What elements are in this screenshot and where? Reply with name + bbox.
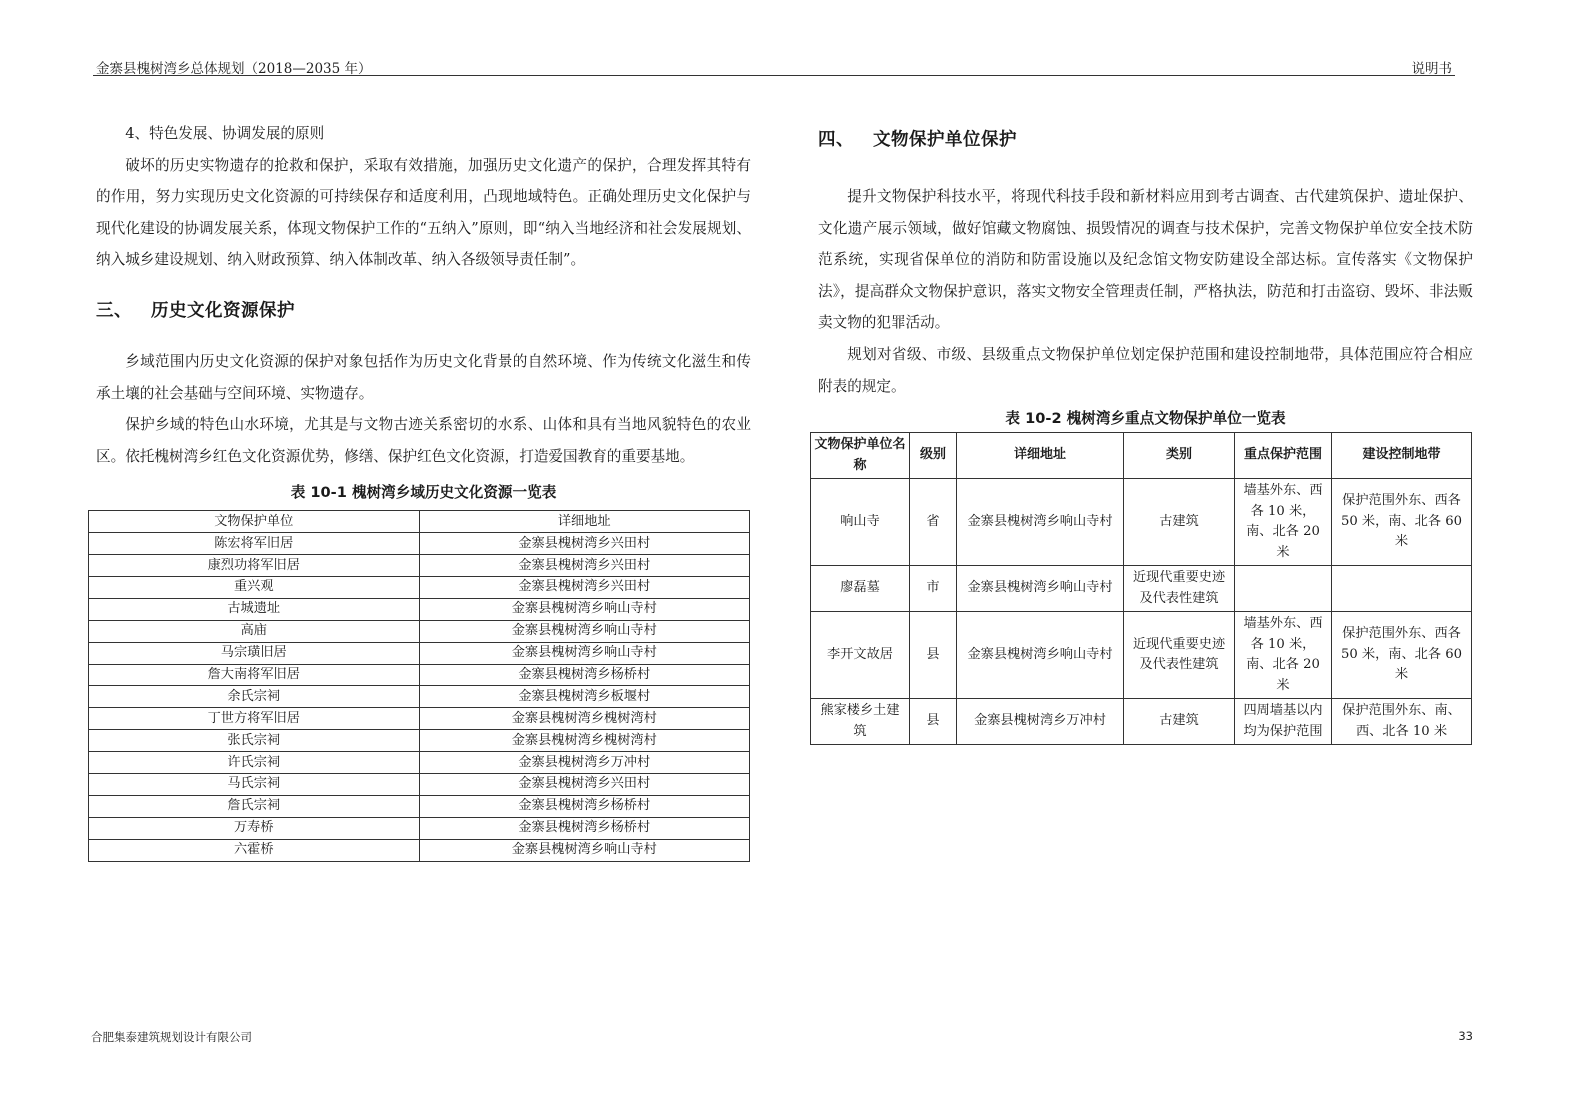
- address-cell: 金寨县槐树湾乡兴田村: [419, 555, 750, 577]
- heritage-resources-table: [88, 510, 750, 861]
- table-row: [89, 555, 750, 577]
- table-row: [89, 620, 750, 642]
- table-row: [89, 533, 750, 555]
- heritage-name-cell: 重兴观: [89, 577, 420, 599]
- section-4-title: 文物保护单位保护: [873, 130, 1017, 150]
- column-header: 文物保护单位名称: [811, 433, 910, 479]
- level-cell: 县: [910, 612, 957, 699]
- table-1-caption: 表 10-1 槐树湾乡域历史文化资源一览表: [290, 484, 557, 502]
- unit-name-cell: 廖磊墓: [811, 566, 910, 612]
- right-column: [814, 120, 1473, 745]
- table-row: [89, 577, 750, 599]
- address-cell: 金寨县槐树湾乡槐树湾村: [419, 730, 750, 752]
- document-type: 说明书: [1411, 61, 1452, 77]
- address-cell: 金寨县槐树湾乡响山寺村: [419, 642, 750, 664]
- level-cell: 县: [910, 699, 957, 745]
- address-cell: 金寨县槐树湾乡响山寺村: [957, 479, 1124, 566]
- table-row: [89, 642, 750, 664]
- address-cell: 金寨县槐树湾乡万冲村: [419, 752, 750, 774]
- unit-name-cell: 李开文故居: [811, 612, 910, 699]
- heritage-name-cell: 高庙: [89, 620, 420, 642]
- table-row: [89, 686, 750, 708]
- section-4-heading: [818, 126, 1473, 151]
- address-cell: 金寨县槐树湾乡杨桥村: [419, 795, 750, 817]
- protection-range-cell: 墙基外东、西各 10 米，南、北各 20 米: [1235, 612, 1332, 699]
- address-cell: 金寨县槐树湾乡杨桥村: [419, 664, 750, 686]
- section-3-paragraph: 乡域范围内历史文化资源的保护对象包括作为历史文化背景的自然环境、作为传统文化滋生和传承土壤的社会基础与空间环境、实物遗存。: [96, 352, 751, 402]
- footer-company: 合肥集泰建筑规划设计有限公司: [91, 1030, 252, 1044]
- category-cell: 古建筑: [1124, 699, 1235, 745]
- key-heritage-units-table: [810, 432, 1472, 745]
- heritage-name-cell: 詹大南将军旧居: [89, 664, 420, 686]
- address-cell: 金寨县槐树湾乡响山寺村: [419, 598, 750, 620]
- control-zone-cell: 保护范围外东、西各 50 米，南、北各 60 米: [1332, 479, 1472, 566]
- principle-text: 破坏的历史实物遗存的抢救和保护，采取有效措施，加强历史文化遗产的保护，合理发挥其特有的作用，努力实现历史文化资源的可持续保存和适度利用，凸现地域特色。正确处理历史文化保护与现代化建设的协调发展关系，体现文物保护工作的“五纳入”原则，即“纳入当地经济和社会发展规划、纳入城乡建设规划、纳入财政预算、纳入体制改革、纳入各级领导责任制”。: [96, 156, 751, 269]
- table-row: [89, 817, 750, 839]
- table-row: [89, 598, 750, 620]
- table-row: [811, 699, 1472, 745]
- level-cell: 市: [910, 566, 957, 612]
- document-title: 金寨县槐树湾乡总体规划（2018—2035 年）: [96, 61, 372, 77]
- address-cell: 金寨县槐树湾乡响山寺村: [957, 566, 1124, 612]
- control-zone-cell: 保护范围外东、南、西、北各 10 米: [1332, 699, 1472, 745]
- section-3-heading: [96, 297, 751, 322]
- heritage-name-cell: 马氏宗祠: [89, 774, 420, 796]
- heritage-name-cell: 六霍桥: [89, 839, 420, 861]
- address-cell: 金寨县槐树湾乡响山寺村: [957, 612, 1124, 699]
- table-row: [811, 479, 1472, 566]
- address-cell: 金寨县槐树湾乡兴田村: [419, 533, 750, 555]
- protection-range-cell: 四周墙基以内均为保护范围: [1235, 699, 1332, 745]
- left-column: [96, 120, 751, 862]
- table-row: [89, 664, 750, 686]
- address-cell: 金寨县槐树湾乡响山寺村: [419, 620, 750, 642]
- category-cell: 古建筑: [1124, 479, 1235, 566]
- category-cell: 近现代重要史迹及代表性建筑: [1124, 612, 1235, 699]
- control-zone-cell: 保护范围外东、西各 50 米，南、北各 60 米: [1332, 612, 1472, 699]
- heritage-name-cell: 詹氏宗祠: [89, 795, 420, 817]
- section-4-number: 四、: [818, 130, 854, 150]
- column-header: 建设控制地带: [1332, 433, 1472, 479]
- heritage-name-cell: 万寿桥: [89, 817, 420, 839]
- header-divider: [93, 75, 1455, 76]
- column-header: 类别: [1124, 433, 1235, 479]
- column-header: 详细地址: [419, 511, 750, 533]
- heritage-name-cell: 余氏宗祠: [89, 686, 420, 708]
- heritage-name-cell: 张氏宗祠: [89, 730, 420, 752]
- address-cell: 金寨县槐树湾乡杨桥村: [419, 817, 750, 839]
- address-cell: 金寨县槐树湾乡万冲村: [957, 699, 1124, 745]
- category-cell: 近现代重要史迹及代表性建筑: [1124, 566, 1235, 612]
- section-3-number: 三、: [96, 300, 132, 321]
- column-header: 重点保护范围: [1235, 433, 1332, 479]
- section-3-paragraph: 保护乡域的特色山水环境，尤其是与文物古迹关系密切的水系、山体和具有当地风貌特色的农业区。依托槐树湾乡红色文化资源优势，修缮、保护红色文化资源，打造爱国教育的重要基地。: [96, 416, 751, 465]
- heritage-name-cell: 康烈功将军旧居: [89, 555, 420, 577]
- column-header: 级别: [910, 433, 957, 479]
- heritage-name-cell: 许氏宗祠: [89, 752, 420, 774]
- unit-name-cell: 熊家楼乡土建筑: [811, 699, 910, 745]
- table-row: [89, 708, 750, 730]
- level-cell: 省: [910, 479, 957, 566]
- unit-name-cell: 响山寺: [811, 479, 910, 566]
- table-row: [89, 839, 750, 861]
- address-cell: 金寨县槐树湾乡板堰村: [419, 686, 750, 708]
- control-zone-cell: [1332, 566, 1472, 612]
- table-row: [811, 612, 1472, 699]
- address-cell: 金寨县槐树湾乡兴田村: [419, 774, 750, 796]
- section-4-paragraph: 提升文物保护科技水平，将现代科技手段和新材料应用到考古调查、古代建筑保护、遗址保护、文化遗产展示领域，做好馆藏文物腐蚀、损毁情况的调查与技术保护，完善文物保护单位安全技术防范系统，实现省保单位的消防和防雷设施以及纪念馆文物安防建设全部达标。宣传落实《文物保护法》，提高群众文物保护意识，落实文物安全管理责任制，严格执法，防范和打击盗窃、毁坏、非法贩卖文物的犯罪活动。: [818, 188, 1473, 332]
- table-row: [811, 566, 1472, 612]
- principle-heading: 4、特色发展、协调发展的原则: [125, 125, 325, 142]
- table-header-row: [89, 511, 750, 533]
- address-cell: 金寨县槐树湾乡槐树湾村: [419, 708, 750, 730]
- table-row: [89, 730, 750, 752]
- section-3-title: 历史文化资源保护: [151, 300, 295, 321]
- address-cell: 金寨县槐树湾乡响山寺村: [419, 839, 750, 861]
- address-cell: 金寨县槐树湾乡兴田村: [419, 577, 750, 599]
- column-header: 详细地址: [957, 433, 1124, 479]
- table-2-caption: 表 10-2 槐树湾乡重点文物保护单位一览表: [1005, 410, 1286, 428]
- column-header: 文物保护单位: [89, 511, 420, 533]
- heritage-name-cell: 陈宏将军旧居: [89, 533, 420, 555]
- table-row: [89, 795, 750, 817]
- section-4-paragraph: 规划对省级、市级、县级重点文物保护单位划定保护范围和建设控制地带，具体范围应符合相应附表的规定。: [818, 345, 1473, 395]
- heritage-name-cell: 马宗璜旧居: [89, 642, 420, 664]
- table-header-row: [811, 433, 1472, 479]
- protection-range-cell: [1235, 566, 1332, 612]
- page-number: 33: [1458, 1029, 1473, 1043]
- heritage-name-cell: 古城遗址: [89, 598, 420, 620]
- table-row: [89, 752, 750, 774]
- protection-range-cell: 墙基外东、西各 10 米，南、北各 20 米: [1235, 479, 1332, 566]
- heritage-name-cell: 丁世方将军旧居: [89, 708, 420, 730]
- table-row: [89, 774, 750, 796]
